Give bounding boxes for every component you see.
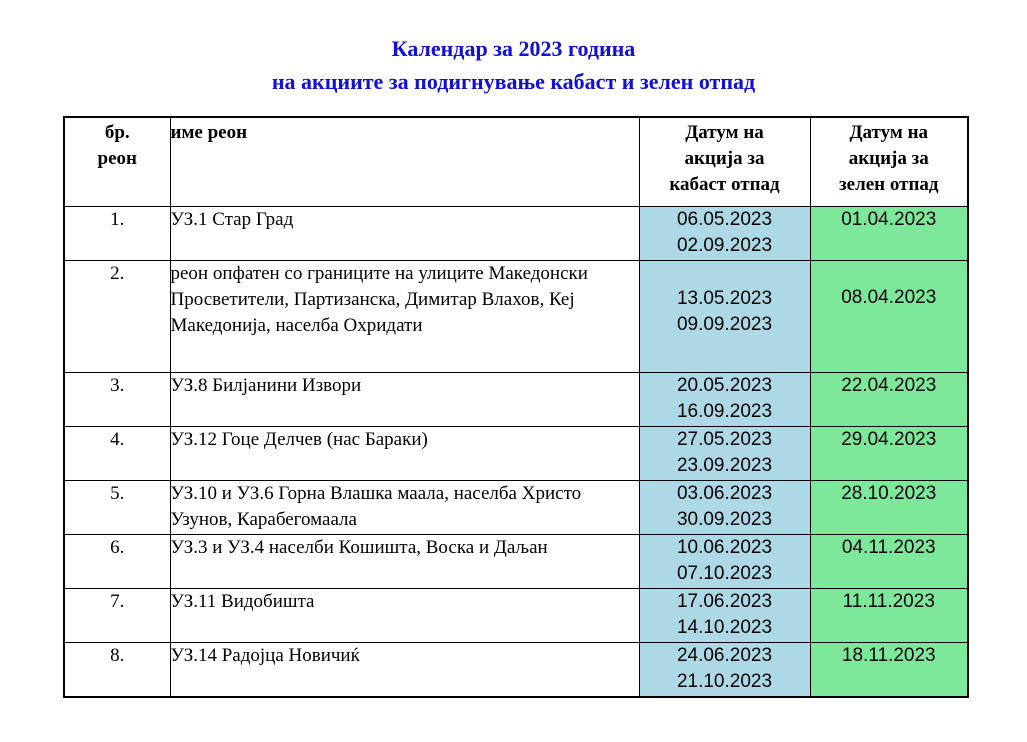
title-line-2: на акциите за подигнување кабаст и зелен отпад	[271, 69, 756, 94]
table-row	[64, 535, 968, 589]
header-green-date	[810, 117, 968, 207]
header-green-line2: акција за	[848, 148, 929, 169]
green-waste-date: 18.11.2023	[810, 643, 968, 697]
bulky-waste-dates	[639, 207, 810, 261]
region-number: 7.	[64, 589, 170, 643]
header-bulky-line1: Датум на	[685, 122, 764, 143]
bulky-waste-dates	[639, 261, 810, 373]
bulky-waste-dates	[639, 589, 810, 643]
bulky-date-spring: 27.05.2023	[676, 429, 773, 450]
schedule-table	[63, 116, 969, 698]
region-name: УЗ.8 Билјанини Извори	[170, 373, 639, 427]
bulky-waste-dates	[639, 643, 810, 697]
bulky-date-spring: 06.05.2023	[676, 209, 773, 230]
region-number: 4.	[64, 427, 170, 481]
region-name: УЗ.11 Видобишта	[170, 589, 639, 643]
bulky-date-autumn: 09.09.2023	[676, 314, 773, 335]
header-green-line1: Датум на	[849, 122, 929, 143]
bulky-date-autumn: 14.10.2023	[676, 617, 773, 638]
bulky-date-autumn: 16.09.2023	[676, 401, 773, 422]
bulky-date-spring: 20.05.2023	[676, 375, 773, 396]
green-waste-date: 08.04.2023	[810, 261, 968, 373]
bulky-date-autumn: 21.10.2023	[676, 671, 773, 692]
header-bulky-line2: акција за	[684, 148, 765, 169]
table-row	[64, 589, 968, 643]
bulky-waste-dates	[639, 481, 810, 535]
bulky-waste-dates	[639, 427, 810, 481]
green-waste-date: 01.04.2023	[810, 207, 968, 261]
region-number: 3.	[64, 373, 170, 427]
green-waste-date: 04.11.2023	[810, 535, 968, 589]
table-row	[64, 481, 968, 535]
header-bulky-date	[639, 117, 810, 207]
bulky-date-autumn: 07.10.2023	[676, 563, 773, 584]
region-number: 6.	[64, 535, 170, 589]
header-bulky-line3: кабаст отпад	[669, 174, 780, 195]
green-waste-date: 11.11.2023	[810, 589, 968, 643]
table-row	[64, 261, 968, 373]
bulky-waste-dates	[639, 373, 810, 427]
region-name: УЗ.3 и УЗ.4 населби Кошишта, Воска и Даљан	[170, 535, 639, 589]
region-number: 1.	[64, 207, 170, 261]
green-waste-date: 22.04.2023	[810, 373, 968, 427]
bulky-date-autumn: 30.09.2023	[676, 509, 773, 530]
bulky-waste-dates	[639, 535, 810, 589]
bulky-date-spring: 13.05.2023	[676, 288, 773, 309]
bulky-date-spring: 24.06.2023	[676, 645, 773, 666]
bulky-date-autumn: 02.09.2023	[676, 235, 773, 256]
table-row	[64, 207, 968, 261]
table-row	[64, 427, 968, 481]
bulky-date-spring: 10.06.2023	[676, 537, 773, 558]
region-name: УЗ.1 Стар Град	[170, 207, 639, 261]
header-row	[64, 117, 968, 207]
region-number: 8.	[64, 643, 170, 697]
bulky-date-autumn: 23.09.2023	[676, 455, 773, 476]
green-waste-date: 28.10.2023	[810, 481, 968, 535]
region-number: 2.	[64, 261, 170, 373]
table-row	[64, 373, 968, 427]
green-waste-date: 29.04.2023	[810, 427, 968, 481]
header-green-line3: зелен отпад	[839, 174, 939, 195]
region-name: УЗ.10 и УЗ.6 Горна Влашка маала, населба Христо Узунов, Карабегомаала	[170, 481, 639, 535]
region-number: 5.	[64, 481, 170, 535]
region-name: реон опфатен со границите на улиците Македонски Просветители, Партизанска, Димитар Влахов, Кеј Македонија, населба Охридати	[170, 261, 639, 373]
header-region-name: име реон	[170, 117, 639, 207]
header-region-number	[64, 117, 170, 207]
title-line-1: Календар за 2023 година	[391, 36, 636, 61]
region-name: УЗ.14 Радојца Новичиќ	[170, 643, 639, 697]
region-name: УЗ.12 Гоце Делчев (нас Бараки)	[170, 427, 639, 481]
bulky-date-spring: 03.06.2023	[676, 483, 773, 504]
table-row	[64, 643, 968, 697]
header-region-number-line2: реон	[97, 148, 137, 169]
bulky-date-spring: 17.06.2023	[676, 591, 773, 612]
header-region-number-line1: бр.	[104, 122, 130, 143]
